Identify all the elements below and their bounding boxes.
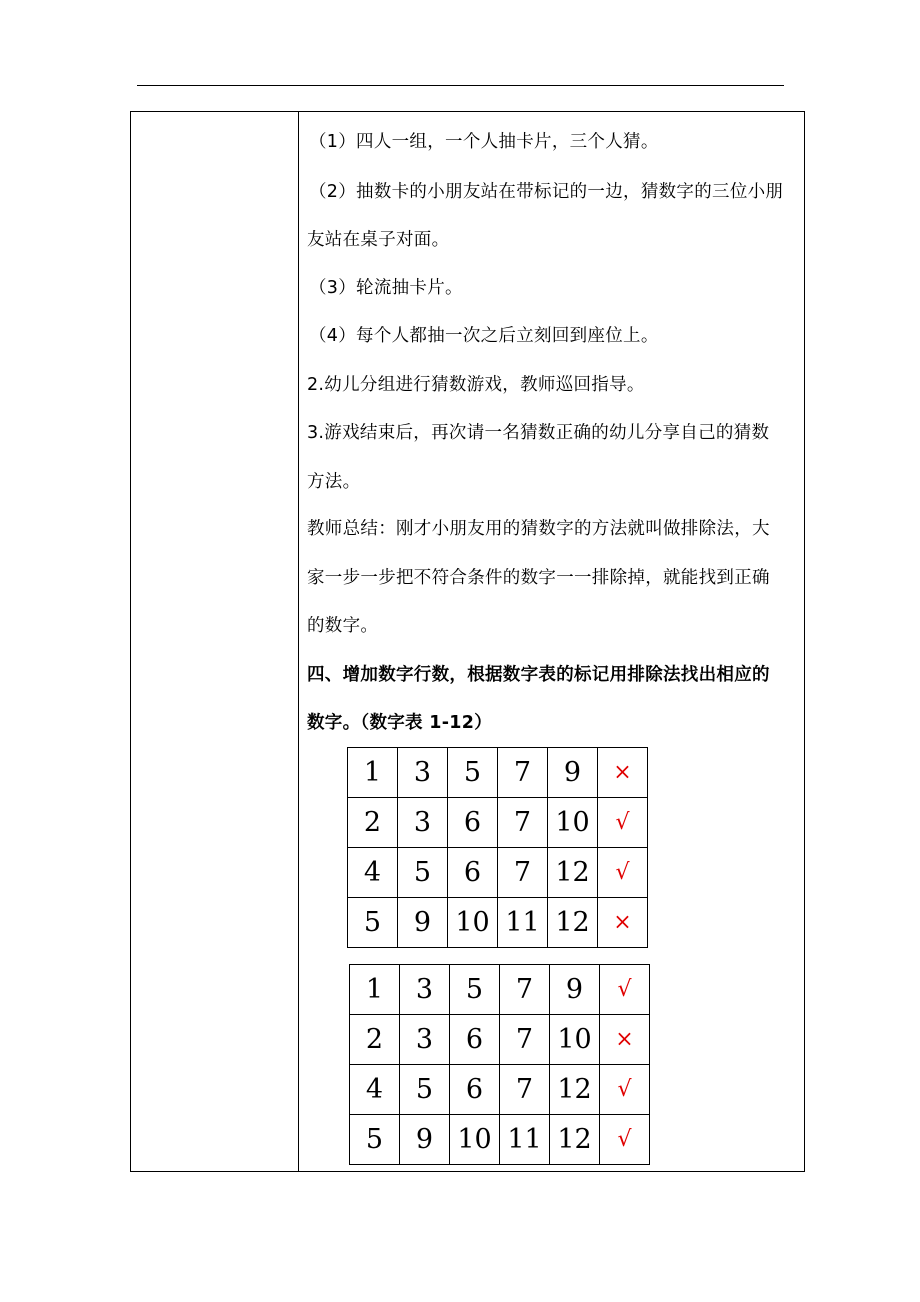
- mark-cell: ×: [598, 748, 648, 798]
- number-cell: 6: [450, 1015, 500, 1065]
- number-cell: 2: [348, 798, 398, 848]
- summary-line-1: 教师总结：刚才小朋友用的猜数字的方法就叫做排除法，大: [307, 519, 770, 539]
- number-cell: 3: [398, 748, 448, 798]
- mark-cell: √: [600, 965, 650, 1015]
- number-cell: 11: [498, 898, 548, 948]
- number-cell: 10: [450, 1115, 500, 1165]
- step-2-cont: 友站在桌子对面。: [307, 230, 450, 250]
- number-cell: 5: [350, 1115, 400, 1165]
- number-cell: 12: [548, 898, 598, 948]
- number-cell: 5: [400, 1065, 450, 1115]
- number-cell: 3: [400, 965, 450, 1015]
- number-cell: 5: [348, 898, 398, 948]
- number-cell: 7: [500, 965, 550, 1015]
- number-table-1: [347, 747, 648, 948]
- header-rule: [137, 85, 784, 86]
- mark-cell: ×: [600, 1015, 650, 1065]
- number-cell: 3: [400, 1015, 450, 1065]
- number-cell: 5: [398, 848, 448, 898]
- point-2: 2.幼儿分组进行猜数游戏，教师巡回指导。: [307, 375, 645, 395]
- summary-line-3: 的数字。: [307, 616, 379, 636]
- table-row: [350, 1115, 650, 1165]
- number-cell: 1: [350, 965, 400, 1015]
- number-cell: 7: [500, 1065, 550, 1115]
- step-3: （3）轮流抽卡片。: [309, 278, 463, 298]
- number-cell: 10: [550, 1015, 600, 1065]
- left-column: [131, 112, 299, 1171]
- number-cell: 1: [348, 748, 398, 798]
- number-cell: 12: [550, 1115, 600, 1165]
- number-cell: 12: [550, 1065, 600, 1115]
- table-row: [348, 898, 648, 948]
- table-row: [348, 848, 648, 898]
- number-cell: 7: [498, 848, 548, 898]
- number-cell: 9: [398, 898, 448, 948]
- mark-cell: √: [600, 1115, 650, 1165]
- number-cell: 4: [350, 1065, 400, 1115]
- number-cell: 6: [450, 1065, 500, 1115]
- point-3: 3.游戏结束后，再次请一名猜数正确的幼儿分享自己的猜数: [307, 423, 770, 443]
- summary-line-2: 家一步一步把不符合条件的数字一一排除掉，就能找到正确: [307, 568, 770, 588]
- number-cell: 10: [548, 798, 598, 848]
- table-row: [350, 965, 650, 1015]
- table-row: [350, 1015, 650, 1065]
- number-cell: 6: [448, 798, 498, 848]
- step-1: （1）四人一组，一个人抽卡片，三个人猜。: [309, 132, 659, 152]
- number-cell: 5: [448, 748, 498, 798]
- step-2: （2）抽数卡的小朋友站在带标记的一边，猜数字的三位小朋: [309, 182, 784, 202]
- number-cell: 7: [498, 748, 548, 798]
- mark-cell: √: [598, 848, 648, 898]
- table-row: [348, 748, 648, 798]
- number-cell: 11: [500, 1115, 550, 1165]
- mark-cell: ×: [598, 898, 648, 948]
- mark-cell: √: [600, 1065, 650, 1115]
- lesson-table: [130, 111, 805, 1172]
- number-cell: 2: [350, 1015, 400, 1065]
- section-4-heading-cont: 数字。（数字表 1-12）: [307, 713, 493, 733]
- number-cell: 12: [548, 848, 598, 898]
- section-4-heading: 四、增加数字行数，根据数字表的标记用排除法找出相应的: [307, 665, 770, 685]
- mark-cell: √: [598, 798, 648, 848]
- point-3-cont: 方法。: [307, 472, 361, 492]
- step-4: （4）每个人都抽一次之后立刻回到座位上。: [309, 326, 659, 346]
- number-cell: 5: [450, 965, 500, 1015]
- number-cell: 9: [550, 965, 600, 1015]
- number-cell: 9: [548, 748, 598, 798]
- number-cell: 7: [500, 1015, 550, 1065]
- number-cell: 7: [498, 798, 548, 848]
- number-table-2: [349, 964, 650, 1165]
- table-row: [350, 1065, 650, 1115]
- table-row: [348, 798, 648, 848]
- number-cell: 6: [448, 848, 498, 898]
- number-cell: 10: [448, 898, 498, 948]
- number-cell: 9: [400, 1115, 450, 1165]
- number-cell: 4: [348, 848, 398, 898]
- number-cell: 3: [398, 798, 448, 848]
